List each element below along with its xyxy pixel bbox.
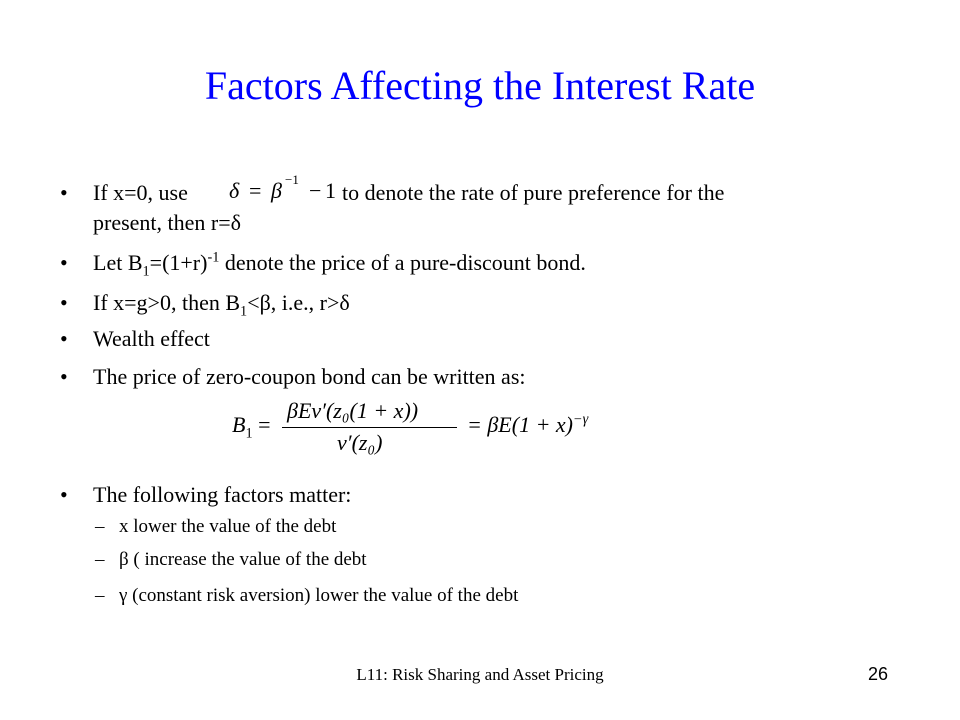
inline-math-delta bbox=[225, 172, 340, 208]
bullet-1-text-b: to denote the rate of pure preference for the bbox=[342, 180, 725, 205]
bullet-dot: • bbox=[60, 482, 68, 507]
bullet-2-p3: denote the price of a pure-discount bond. bbox=[219, 250, 586, 275]
bullet-6 bbox=[60, 480, 900, 510]
math-minus: − bbox=[309, 178, 322, 203]
bullet-dot: • bbox=[60, 364, 68, 389]
subbullet-1-text: x lower the value of the debt bbox=[119, 516, 337, 537]
bullet-6-text: The following factors matter: bbox=[93, 482, 352, 507]
bullet-2-sub: 1 bbox=[142, 263, 150, 280]
equation-bond-price bbox=[232, 392, 592, 462]
eq-lhs: B bbox=[232, 412, 246, 437]
eq-denominator: v′(z₀) bbox=[337, 430, 383, 455]
bullet-2-p1: Let B bbox=[93, 250, 143, 275]
bullet-1-text-a: If x=0, use bbox=[93, 180, 188, 205]
subbullet-dash: – bbox=[95, 585, 105, 606]
math-beta: β bbox=[271, 178, 282, 203]
page-number: 26 bbox=[868, 664, 889, 684]
eq-rhs-sup: −γ bbox=[573, 411, 589, 428]
bullet-2 bbox=[60, 248, 900, 278]
bullet-dot: • bbox=[60, 180, 68, 205]
bullet-2-p2: =(1+r) bbox=[149, 250, 208, 275]
bullet-5 bbox=[60, 362, 900, 392]
subbullet-3-text: γ (constant risk aversion) lower the value of the debt bbox=[119, 585, 519, 606]
bullet-3-sub: 1 bbox=[240, 303, 248, 320]
bullet-4-text: Wealth effect bbox=[93, 326, 210, 351]
eq-rhs: = βE(1 + x) bbox=[467, 412, 574, 437]
math-exp: −1 bbox=[285, 172, 299, 187]
slide-footer: L11: Risk Sharing and Asset Pricing bbox=[356, 665, 604, 684]
subbullet-3 bbox=[95, 583, 895, 609]
bullet-1 bbox=[60, 178, 900, 238]
subbullet-2 bbox=[95, 547, 895, 573]
eq-fraction-line bbox=[282, 427, 457, 428]
bullet-3 bbox=[60, 288, 900, 318]
bullet-dot: • bbox=[60, 250, 68, 275]
bullet-1-text-c: present, then r=δ bbox=[93, 210, 242, 235]
bullet-dot: • bbox=[60, 290, 68, 315]
math-delta: δ bbox=[229, 178, 240, 203]
math-one: 1 bbox=[325, 178, 336, 203]
eq-equals: = bbox=[258, 412, 271, 437]
bullet-3-p2: <β, i.e., r>δ bbox=[247, 290, 350, 315]
subbullet-2-text: β ( increase the value of the debt bbox=[119, 549, 367, 570]
subbullet-1 bbox=[95, 514, 895, 540]
bullet-5-text: The price of zero-coupon bond can be written as: bbox=[93, 364, 526, 389]
bullet-3-p1: If x=g>0, then B bbox=[93, 290, 241, 315]
slide-title: Factors Affecting the Interest Rate bbox=[204, 63, 756, 108]
subbullet-dash: – bbox=[95, 516, 105, 537]
eq-numerator: βEv′(z₀(1 + x)) bbox=[287, 398, 419, 423]
math-equals: = bbox=[249, 178, 262, 203]
bullet-dot: • bbox=[60, 326, 68, 351]
bullet-2-sup: -1 bbox=[207, 249, 220, 266]
subbullet-dash: – bbox=[95, 549, 105, 570]
eq-lhs-sub: 1 bbox=[245, 425, 253, 442]
bullet-4 bbox=[60, 324, 900, 354]
